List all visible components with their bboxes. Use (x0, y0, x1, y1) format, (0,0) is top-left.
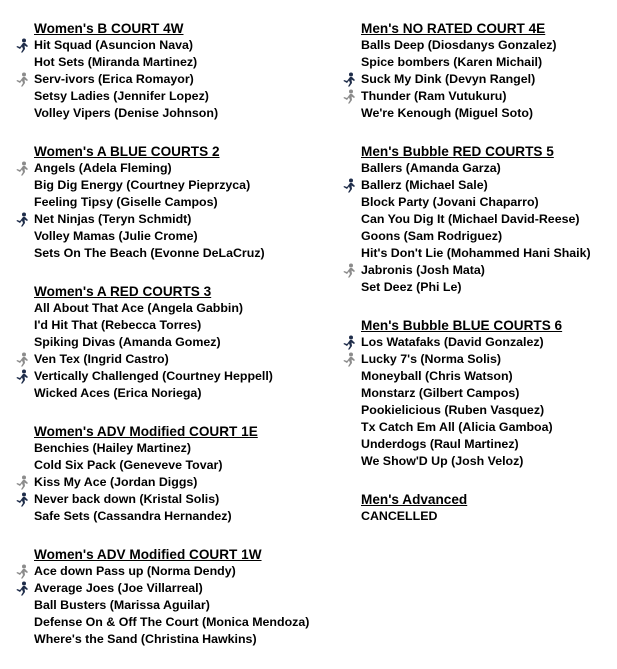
second-place-icon (15, 352, 29, 367)
team-entry (34, 597, 334, 614)
division-title: Men's Bubble BLUE COURTS 6 (361, 318, 563, 333)
team-name: Hit Squad (Asuncion Nava) (34, 38, 194, 52)
first-place-icon (15, 369, 29, 384)
division-title: Men's Advanced (361, 492, 468, 507)
division-title: Men's NO RATED COURT 4E (361, 21, 546, 36)
team-name: We Show'D Up (Josh Veloz) (361, 454, 524, 468)
team-entry (34, 54, 334, 71)
right-column (361, 20, 617, 546)
team-entry (34, 300, 334, 317)
team-entry (361, 194, 617, 211)
team-name: Defense On & Off The Court (Monica Mendoza) (34, 615, 310, 629)
team-entry (34, 194, 334, 211)
team-name: Los Watafaks (David Gonzalez) (361, 335, 544, 349)
team-entry (361, 245, 617, 262)
team-entry (34, 160, 334, 177)
team-name: Cold Six Pack (Geneveve Tovar) (34, 458, 223, 472)
team-entry (361, 228, 617, 245)
team-entry (34, 228, 334, 245)
team-name: All About That Ace (Angela Gabbin) (34, 301, 244, 315)
division-women-s-b-court-4w (34, 20, 334, 122)
team-entry (361, 177, 617, 194)
team-name: Tx Catch Em All (Alicia Gamboa) (361, 420, 553, 434)
team-entry (34, 491, 334, 508)
team-entry (34, 563, 334, 580)
team-entry (34, 351, 334, 368)
division-men-s-no-rated-court-4e (361, 20, 617, 122)
team-entry (34, 368, 334, 385)
second-place-icon (15, 475, 29, 490)
team-entry (361, 37, 617, 54)
team-name: Monstarz (Gilbert Campos) (361, 386, 520, 400)
team-name: Average Joes (Joe Villarreal) (34, 581, 203, 595)
first-place-icon (15, 212, 29, 227)
team-name: Spice bombers (Karen Michail) (361, 55, 543, 69)
division-women-s-a-red-courts-3 (34, 283, 334, 402)
second-place-icon (342, 352, 356, 367)
division-women-s-adv-modified-court-1w (34, 546, 334, 648)
team-entry (361, 160, 617, 177)
team-name: Sets On The Beach (Evonne DeLaCruz) (34, 246, 265, 260)
team-name: Block Party (Jovani Chaparro) (361, 195, 539, 209)
division-men-s-advanced (361, 491, 617, 525)
team-name: We're Kenough (Miguel Soto) (361, 106, 534, 120)
team-name: Underdogs (Raul Martinez) (361, 437, 519, 451)
team-name: Thunder (Ram Vutukuru) (361, 89, 507, 103)
team-entry (361, 385, 617, 402)
team-entry (361, 262, 617, 279)
team-entry (361, 88, 617, 105)
team-name: Never back down (Kristal Solis) (34, 492, 220, 506)
team-name: Hot Sets (Miranda Martinez) (34, 55, 198, 69)
division-title: Women's A RED COURTS 3 (34, 284, 212, 299)
team-entry (361, 508, 617, 525)
second-place-icon (15, 72, 29, 87)
team-name: Suck My Dink (Devyn Rangel) (361, 72, 536, 86)
division-title: Women's A BLUE COURTS 2 (34, 144, 220, 159)
team-name: Ball Busters (Marissa Aguilar) (34, 598, 210, 612)
team-entry (361, 453, 617, 470)
team-entry (34, 614, 334, 631)
division-title: Women's ADV Modified COURT 1W (34, 547, 262, 562)
team-name: Setsy Ladies (Jennifer Lopez) (34, 89, 209, 103)
team-name: Hit's Don't Lie (Mohammed Hani Shaik) (361, 246, 591, 260)
team-entry (34, 440, 334, 457)
second-place-icon (342, 263, 356, 278)
division-men-s-bubble-red-courts-5 (361, 143, 617, 296)
team-name: Ace down Pass up (Norma Dendy) (34, 564, 236, 578)
team-entry (361, 334, 617, 351)
team-name: Wicked Aces (Erica Noriega) (34, 386, 202, 400)
division-title: Men's Bubble RED COURTS 5 (361, 144, 554, 159)
team-name: Balls Deep (Diosdanys Gonzalez) (361, 38, 557, 52)
division-women-s-a-blue-courts-2 (34, 143, 334, 262)
team-entry (34, 334, 334, 351)
team-entry (34, 71, 334, 88)
team-name: Jabronis (Josh Mata) (361, 263, 485, 277)
team-entry (34, 37, 334, 54)
division-women-s-adv-modified-court-1e (34, 423, 334, 525)
team-name: Net Ninjas (Teryn Schmidt) (34, 212, 192, 226)
team-entry (34, 105, 334, 122)
team-entry (34, 88, 334, 105)
team-name: Volley Mamas (Julie Crome) (34, 229, 198, 243)
team-entry (34, 211, 334, 228)
team-entry (361, 402, 617, 419)
team-entry (361, 368, 617, 385)
first-place-icon (15, 492, 29, 507)
team-entry (361, 211, 617, 228)
team-name: Where's the Sand (Christina Hawkins) (34, 632, 257, 646)
second-place-icon (342, 89, 356, 104)
second-place-icon (15, 564, 29, 579)
team-name: Ballerz (Michael Sale) (361, 178, 488, 192)
team-entry (361, 279, 617, 296)
team-name: CANCELLED (361, 509, 438, 523)
left-column (34, 20, 334, 669)
team-name: Can You Dig It (Michael David-Reese) (361, 212, 580, 226)
team-entry (361, 71, 617, 88)
team-entry (361, 351, 617, 368)
team-name: Set Deez (Phi Le) (361, 280, 462, 294)
team-entry (361, 419, 617, 436)
team-name: Moneyball (Chris Watson) (361, 369, 513, 383)
team-name: Serv-ivors (Erica Romayor) (34, 72, 194, 86)
team-entry (361, 105, 617, 122)
first-place-icon (342, 72, 356, 87)
team-name: Ballers (Amanda Garza) (361, 161, 501, 175)
team-name: Benchies (Hailey Martinez) (34, 441, 191, 455)
team-entry (34, 631, 334, 648)
team-name: Feeling Tipsy (Giselle Campos) (34, 195, 218, 209)
team-name: Pookielicious (Ruben Vasquez) (361, 403, 545, 417)
team-name: Vertically Challenged (Courtney Heppell) (34, 369, 273, 383)
team-entry (361, 54, 617, 71)
team-entry (34, 245, 334, 262)
team-entry (34, 385, 334, 402)
team-name: Safe Sets (Cassandra Hernandez) (34, 509, 232, 523)
first-place-icon (342, 335, 356, 350)
team-entry (34, 457, 334, 474)
team-entry (34, 177, 334, 194)
team-name: Ven Tex (Ingrid Castro) (34, 352, 169, 366)
division-title: Women's ADV Modified COURT 1E (34, 424, 258, 439)
team-name: Kiss My Ace (Jordan Diggs) (34, 475, 198, 489)
team-name: Angels (Adela Fleming) (34, 161, 172, 175)
team-name: Spiking Divas (Amanda Gomez) (34, 335, 221, 349)
team-name: I'd Hit That (Rebecca Torres) (34, 318, 202, 332)
division-title: Women's B COURT 4W (34, 21, 184, 36)
team-name: Lucky 7's (Norma Solis) (361, 352, 501, 366)
team-entry (361, 436, 617, 453)
team-entry (34, 508, 334, 525)
team-name: Goons (Sam Rodriguez) (361, 229, 503, 243)
team-name: Big Dig Energy (Courtney Pieprzyca) (34, 178, 251, 192)
second-place-icon (15, 161, 29, 176)
team-entry (34, 580, 334, 597)
first-place-icon (15, 581, 29, 596)
team-name: Volley Vipers (Denise Johnson) (34, 106, 219, 120)
first-place-icon (15, 38, 29, 53)
team-entry (34, 317, 334, 334)
division-men-s-bubble-blue-courts-6 (361, 317, 617, 470)
team-entry (34, 474, 334, 491)
first-place-icon (342, 178, 356, 193)
